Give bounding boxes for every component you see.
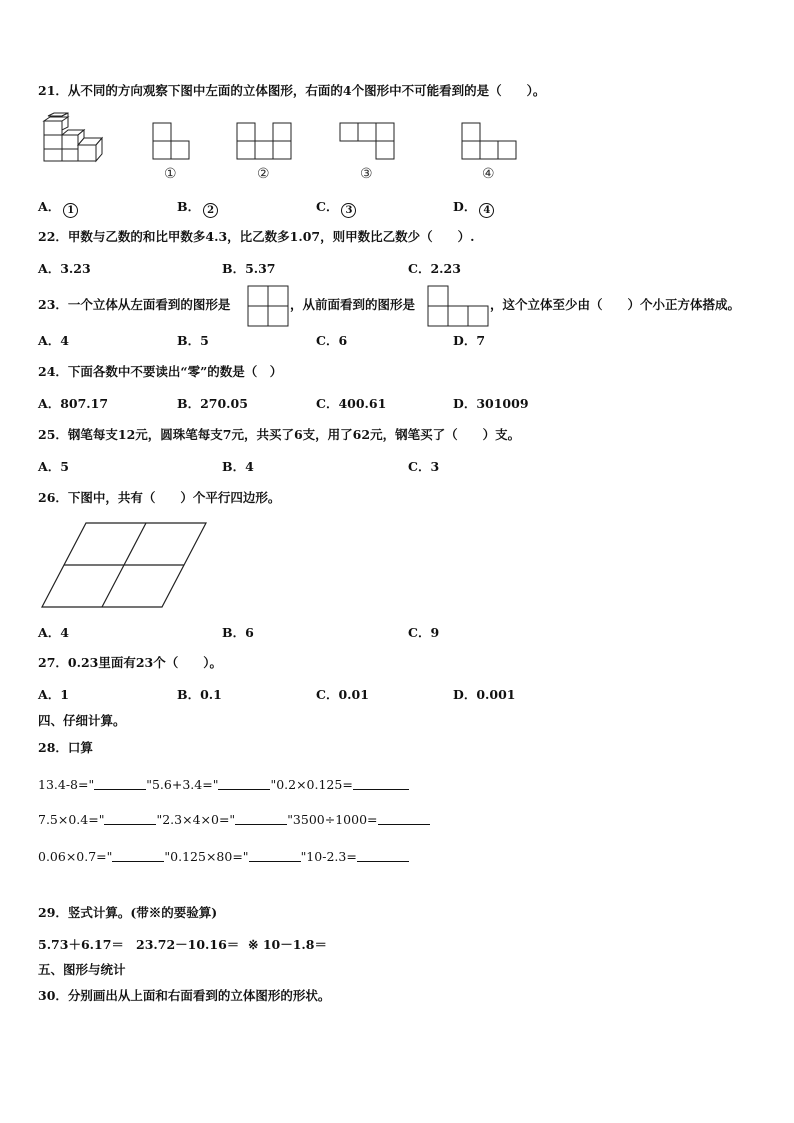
q22-option-b[interactable]: B．5.37 [222, 261, 276, 276]
q23-text-3: ，这个立体至少由（ ）个小正方体搭成。 [490, 297, 741, 312]
circled-number: 4 [479, 203, 494, 218]
q21-caption-1: ① [164, 166, 177, 182]
q21-view-3 [339, 122, 397, 160]
circled-number: 1 [63, 203, 78, 218]
q21-caption-3: ③ [360, 166, 373, 182]
q22-text: 22．甲数与乙数的和比甲数多4.3，比乙数多1.07，则甲数比乙数少（ ）. [38, 229, 475, 244]
q29-title: 29．竖式计算。(带※的要验算) [38, 905, 218, 920]
q21-caption-4: ④ [482, 166, 495, 182]
q24-text: 24．下面各数中不要读出“零”的数是（ ） [38, 364, 283, 379]
q26-parallelogram-figure [40, 520, 210, 610]
q25-text: 25．钢笔每支12元，圆珠笔每支7元，共买了6支，用了62元，钢笔买了（ ）支。 [38, 427, 521, 442]
q29-item-1: 5.73＋6.17＝ [38, 937, 124, 952]
circled-number: 3 [341, 203, 356, 218]
q23-text-2: ，从前面看到的图形是 [290, 297, 416, 312]
q30-text: 30．分别画出从上面和右面看到的立体图形的形状。 [38, 988, 331, 1003]
q21-option-a[interactable]: A． 1 [38, 199, 78, 218]
q21-view-1 [152, 122, 192, 160]
q29-item-3: ※ 10－1.8＝ [248, 937, 327, 952]
q23-left-view [247, 285, 289, 327]
section-4-heading: 四、仔细计算。 [38, 713, 126, 728]
q28-row-2: 7.5×0.4=" "2.3×4×0=" "3500÷1000= [38, 812, 430, 828]
answer-blank[interactable] [112, 849, 164, 862]
answer-blank[interactable] [104, 812, 156, 825]
answer-blank[interactable] [235, 812, 287, 825]
q28-title: 28．口算 [38, 740, 93, 755]
q27-option-c[interactable]: C．0.01 [316, 687, 369, 702]
q21-view-4 [461, 122, 519, 160]
q24-option-d[interactable]: D．301009 [453, 396, 529, 411]
q25-option-a[interactable]: A．5 [38, 459, 69, 474]
q23-option-d[interactable]: D．7 [453, 333, 486, 348]
q21-view-2 [236, 122, 294, 160]
answer-blank[interactable] [249, 849, 301, 862]
answer-blank[interactable] [94, 777, 146, 790]
q21-option-b[interactable]: B． 2 [177, 199, 218, 218]
answer-blank[interactable] [218, 777, 270, 790]
q27-text: 27．0.23里面有23个（ ）。 [38, 655, 222, 670]
q23-option-c[interactable]: C．6 [316, 333, 348, 348]
q21-caption-2: ② [257, 166, 270, 182]
q23-option-b[interactable]: B．5 [177, 333, 209, 348]
q29-item-2: 23.72－10.16＝ [136, 937, 240, 952]
q26-option-c[interactable]: C．9 [408, 625, 440, 640]
section-5-heading: 五、图形与统计 [38, 962, 126, 977]
answer-blank[interactable] [353, 777, 409, 790]
q27-option-b[interactable]: B．0.1 [177, 687, 222, 702]
q26-text: 26．下图中，共有（ ）个平行四边形。 [38, 490, 281, 505]
q26-option-b[interactable]: B．6 [222, 625, 254, 640]
q23-text-1: 23．一个立体从左面看到的图形是 [38, 297, 231, 312]
q23-option-a[interactable]: A．4 [38, 333, 69, 348]
q25-option-c[interactable]: C．3 [408, 459, 440, 474]
q24-option-c[interactable]: C．400.61 [316, 396, 387, 411]
q28-row-3: 0.06×0.7=" "0.125×80=" "10-2.3= [38, 849, 409, 865]
q22-option-c[interactable]: C．2.23 [408, 261, 461, 276]
q27-option-d[interactable]: D．0.001 [453, 687, 516, 702]
q21-option-c[interactable]: C． 3 [316, 199, 356, 218]
q28-row-1: 13.4-8=" "5.6+3.4=" "0.2×0.125= [38, 777, 409, 793]
q21-text: 21．从不同的方向观察下图中左面的立体图形，右面的4个图形中不可能看到的是（ ）。 [38, 83, 546, 98]
q25-option-b[interactable]: B．4 [222, 459, 254, 474]
circled-number: 2 [203, 203, 218, 218]
answer-blank[interactable] [378, 812, 430, 825]
q24-option-a[interactable]: A．807.17 [38, 396, 109, 411]
q21-option-d[interactable]: D． 4 [453, 199, 494, 218]
answer-blank[interactable] [357, 849, 409, 862]
q22-option-a[interactable]: A．3.23 [38, 261, 91, 276]
q24-option-b[interactable]: B．270.05 [177, 396, 248, 411]
q27-option-a[interactable]: A．1 [38, 687, 69, 702]
q26-option-a[interactable]: A．4 [38, 625, 69, 640]
q23-front-view [427, 285, 489, 327]
q21-solid-figure [42, 113, 108, 163]
